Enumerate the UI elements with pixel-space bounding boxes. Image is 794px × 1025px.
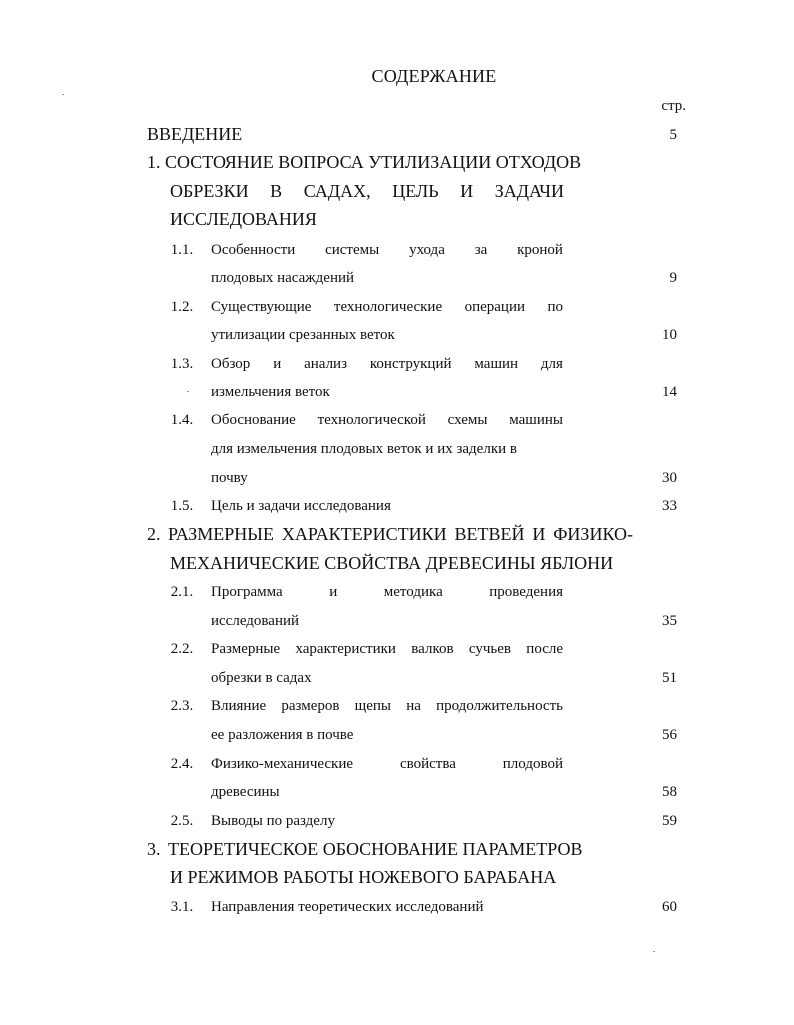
scan-speck	[187, 391, 189, 392]
section-page: 14	[662, 384, 677, 400]
toc-intro-page: 5	[669, 127, 677, 143]
chapter-2-line-2: МЕХАНИЧЕСКИЕ СВОЙСТВА ДРЕВЕСИНЫ ЯБЛОНИ	[170, 553, 614, 573]
word: анализ	[304, 356, 348, 372]
section-number: 1.3.	[170, 356, 194, 372]
word: ФИЗИКО-	[553, 524, 633, 544]
section-title-line-1: Обоснование технологической схемы машины	[211, 412, 563, 428]
scan-speck	[62, 94, 64, 95]
section-number: 1.1.	[170, 242, 194, 258]
section-title-line-1: Цель и задачи исследования	[211, 498, 391, 514]
word: машин	[474, 356, 519, 372]
chapter-1-line-1: СОСТОЯНИЕ ВОПРОСА УТИЛИЗАЦИИ ОТХОДОВ	[165, 152, 582, 172]
chapter-1-number: 1.	[147, 152, 161, 172]
section-page: 10	[662, 327, 677, 343]
word: системы	[325, 242, 380, 258]
section-page: 30	[662, 470, 677, 486]
word: ВЕТВЕЙ	[454, 524, 525, 544]
word: Обзор	[211, 356, 251, 372]
section-title-line-2: для измельчения плодовых веток и их заделки в	[211, 441, 517, 457]
word: ЦЕЛЬ	[392, 181, 439, 201]
section-title-line-1: Влияние размеров щепы на продолжительность	[211, 698, 563, 714]
section-title-line-2: обрезки в садах	[211, 670, 312, 686]
section-number: 2.4.	[170, 756, 194, 772]
chapter-3-number: 3.	[147, 839, 161, 859]
word: конструкций	[369, 356, 452, 372]
word: и	[273, 356, 282, 372]
section-title-line-2: древесины	[211, 784, 280, 800]
word: И	[460, 181, 474, 201]
section-title-line-1	[211, 242, 563, 259]
section-title-line-2: исследований	[211, 613, 300, 629]
section-title-line-1	[211, 756, 563, 773]
word: Особенности	[211, 242, 296, 258]
section-page: 56	[662, 727, 677, 743]
word: САДАХ,	[303, 181, 371, 201]
section-title-line-2: утилизации срезанных веток	[211, 327, 395, 343]
toc-intro: ВВЕДЕНИЕ	[147, 124, 243, 144]
word: ЗАДАЧИ	[494, 181, 564, 201]
section-page: 51	[662, 670, 677, 686]
word: свойства	[399, 756, 456, 772]
word: методика	[383, 584, 443, 600]
section-title-line-1	[211, 356, 563, 373]
section-page: 58	[662, 784, 677, 800]
section-number: 2.1.	[170, 584, 194, 600]
chapter-2-line-1	[168, 524, 633, 545]
section-page: 33	[662, 498, 677, 514]
chapter-3-line-1: ТЕОРЕТИЧЕСКОЕ ОБОСНОВАНИЕ ПАРАМЕТРОВ	[168, 839, 583, 859]
chapter-1-line-2	[170, 181, 564, 202]
word: за	[474, 242, 488, 258]
chapter-1-line-3: ИССЛЕДОВАНИЯ	[170, 209, 317, 229]
page-column-label: стр.	[661, 98, 686, 114]
page-title: СОДЕРЖАНИЕ	[371, 66, 497, 86]
word: Программа	[211, 584, 283, 600]
section-title-line-1: Направления теоретических исследований	[211, 899, 484, 915]
section-page: 9	[669, 270, 677, 286]
section-page: 59	[662, 813, 677, 829]
word: и	[329, 584, 338, 600]
word: В	[270, 181, 283, 201]
section-title-line-1: Выводы по разделу	[211, 813, 335, 829]
chapter-2-number: 2.	[147, 524, 161, 544]
section-number: 3.1.	[170, 899, 194, 915]
section-title-line-1: Размерные характеристики валков сучьев после	[211, 641, 563, 657]
section-title-line-3: почву	[211, 470, 248, 486]
section-number: 1.4.	[170, 412, 194, 428]
word: ОБРЕЗКИ	[170, 181, 249, 201]
word: плодовой	[502, 756, 563, 772]
section-number: 2.2.	[170, 641, 194, 657]
word: РАЗМЕРНЫЕ	[168, 524, 274, 544]
section-title-line-1	[211, 584, 563, 601]
section-title-line-2: плодовых насаждений	[211, 270, 355, 286]
chapter-1-heading	[147, 152, 581, 173]
section-number: 2.3.	[170, 698, 194, 714]
section-title-line-2: ее разложения в почве	[211, 727, 354, 743]
word: для	[540, 356, 563, 372]
section-title-line-2: измельчения веток	[211, 384, 330, 400]
word: ухода	[409, 242, 445, 258]
section-title-line-1: Существующие технологические операции по	[211, 299, 563, 315]
word: Физико-механические	[211, 756, 354, 772]
section-page: 35	[662, 613, 677, 629]
section-number: 2.5.	[170, 813, 194, 829]
section-number: 1.5.	[170, 498, 194, 514]
scan-speck	[653, 951, 655, 952]
word: кроной	[517, 242, 563, 258]
word: ХАРАКТЕРИСТИКИ	[281, 524, 447, 544]
word: проведения	[489, 584, 563, 600]
section-page: 60	[662, 899, 677, 915]
word: И	[532, 524, 546, 544]
chapter-3-line-2: И РЕЖИМОВ РАБОТЫ НОЖЕВОГО БАРАБАНА	[170, 867, 557, 887]
section-number: 1.2.	[170, 299, 194, 315]
